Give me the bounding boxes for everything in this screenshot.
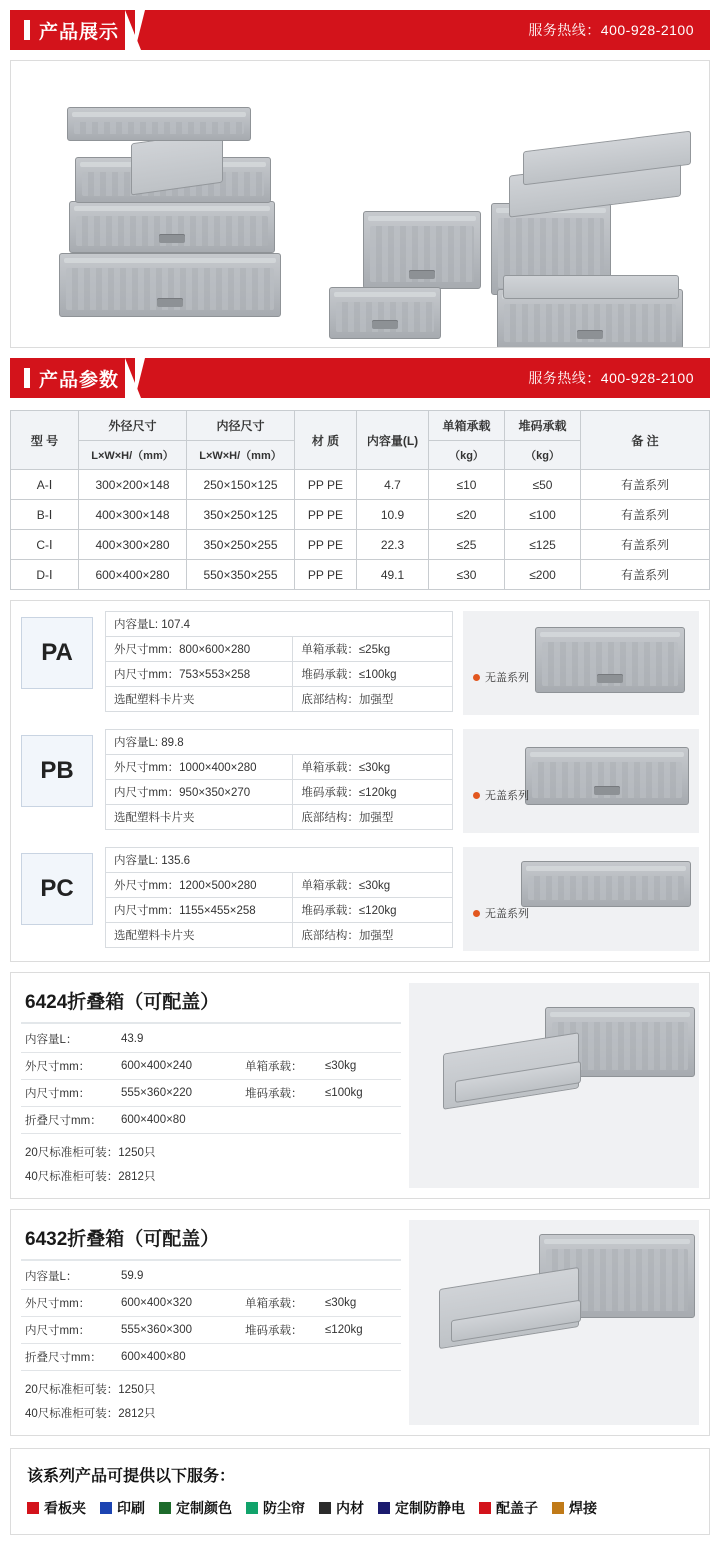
bullet-dot-icon xyxy=(473,792,480,799)
table-row xyxy=(106,805,453,830)
table-row xyxy=(11,530,710,560)
table-header-row xyxy=(11,411,710,441)
service-color-swatch-icon xyxy=(319,1502,331,1514)
service-label: 配盖子 xyxy=(496,1500,538,1516)
table-row xyxy=(106,637,453,662)
cell-single-load: 单箱承载：≤25kg xyxy=(293,637,453,662)
th-stack-load: 堆码承载 xyxy=(505,411,581,441)
cell-stack-load: ≤200 xyxy=(505,560,581,590)
table-row xyxy=(106,873,453,898)
cell-material: PP PE xyxy=(295,560,357,590)
param-table xyxy=(10,410,710,590)
cell-model: C-Ⅰ xyxy=(11,530,79,560)
cell-option: 选配塑料卡片夹 xyxy=(106,687,293,712)
cell-inner: 550×350×255 xyxy=(187,560,295,590)
table-row xyxy=(106,755,453,780)
th-single-load: 单箱承载 xyxy=(429,411,505,441)
table-row xyxy=(21,1053,401,1080)
value-stack-load: ≤100kg xyxy=(321,1080,401,1107)
table-row xyxy=(11,560,710,590)
cell-outer: 400×300×148 xyxy=(79,500,187,530)
cell-inner: 350×250×125 xyxy=(187,500,295,530)
label-empty xyxy=(241,1344,321,1371)
th-model: 型 号 xyxy=(11,411,79,470)
cell-remark: 有盖系列 xyxy=(581,560,710,590)
cell-outer: 400×300×280 xyxy=(79,530,187,560)
service-label: 定制防静电 xyxy=(395,1500,465,1516)
service-item-printing xyxy=(100,1498,145,1518)
cell-volume: 22.3 xyxy=(357,530,429,560)
spec-tag-label: 无盖系列 xyxy=(485,790,529,802)
showcase-banner xyxy=(10,10,710,50)
table-row xyxy=(11,470,710,500)
spec-code-pb: PB xyxy=(21,735,93,807)
th-outer: 外径尺寸 xyxy=(79,411,187,441)
cell-remark: 有盖系列 xyxy=(581,530,710,560)
cell-bottom-structure: 底部结构：加强型 xyxy=(293,805,453,830)
table-row xyxy=(11,500,710,530)
cell-stack-load: 堆码承载：≤100kg xyxy=(293,662,453,687)
value-folded-size: 600×400×80 xyxy=(117,1344,241,1371)
service-color-swatch-icon xyxy=(246,1502,258,1514)
th-material: 材 质 xyxy=(295,411,357,470)
table-row xyxy=(21,1107,401,1134)
folding-note-20ft: 20尺标准柜可装：1250只 xyxy=(25,1384,156,1396)
label-outer: 外尺寸mm： xyxy=(21,1053,117,1080)
label-stack-load: 堆码承载： xyxy=(241,1317,321,1344)
cell-model: B-Ⅰ xyxy=(11,500,79,530)
product-photo-panel xyxy=(10,60,710,348)
service-color-swatch-icon xyxy=(27,1502,39,1514)
cell-inner: 350×250×255 xyxy=(187,530,295,560)
cell-stack-load: ≤50 xyxy=(505,470,581,500)
cell-remark: 有盖系列 xyxy=(581,470,710,500)
spec-tag-pc xyxy=(473,905,529,921)
spec-row-pa xyxy=(21,611,699,715)
service-item-lid xyxy=(479,1498,538,1518)
folding-box-image-6432 xyxy=(409,1220,699,1425)
label-single-load: 单箱承载： xyxy=(241,1053,321,1080)
spec-tag-label: 无盖系列 xyxy=(485,908,529,920)
value-single-load: ≤30kg xyxy=(321,1053,401,1080)
spec-table-pb xyxy=(105,729,453,830)
cell-model: A-Ⅰ xyxy=(11,470,79,500)
service-item-welding xyxy=(552,1498,597,1518)
spec-image-pb xyxy=(463,729,699,833)
banner-accent-bar xyxy=(24,368,30,388)
spec-code-pa: PA xyxy=(21,617,93,689)
cell-material: PP PE xyxy=(295,500,357,530)
service-item-custom-color xyxy=(159,1498,232,1518)
params-hotline: 服务热线：400-928-2100 xyxy=(528,370,694,386)
table-row xyxy=(21,1263,401,1290)
th-inner-sub: L×W×H/（mm） xyxy=(187,441,295,470)
service-color-swatch-icon xyxy=(552,1502,564,1514)
service-item-antistatic xyxy=(378,1498,465,1518)
cell-stack-load: 堆码承载：≤120kg xyxy=(293,898,453,923)
spec-code-pc: PC xyxy=(21,853,93,925)
table-row xyxy=(106,730,453,755)
table-row xyxy=(106,923,453,948)
showcase-hotline: 服务热线：400-928-2100 xyxy=(528,22,694,38)
label-volume: 内容量L： xyxy=(21,1026,117,1053)
value-volume: 59.9 xyxy=(117,1263,241,1290)
label-volume: 内容量L： xyxy=(21,1263,117,1290)
service-label: 内材 xyxy=(336,1500,364,1516)
service-label: 防尘帘 xyxy=(263,1500,305,1516)
cell-single-load: 单箱承载：≤30kg xyxy=(293,873,453,898)
th-outer-sub: L×W×H/（mm） xyxy=(79,441,187,470)
label-single-load: 单箱承载： xyxy=(241,1290,321,1317)
product-photo-illustration xyxy=(11,61,709,347)
cell-outer: 300×200×148 xyxy=(79,470,187,500)
service-item-kanban-clip xyxy=(27,1498,86,1518)
cell-model: D-Ⅰ xyxy=(11,560,79,590)
spec-image-pc xyxy=(463,847,699,951)
table-row xyxy=(106,662,453,687)
service-label: 印刷 xyxy=(117,1500,145,1516)
banner-accent-bar xyxy=(24,20,30,40)
label-folded-size: 折叠尺寸mm： xyxy=(21,1344,117,1371)
spec-row-pc xyxy=(21,847,699,951)
label-folded-size: 折叠尺寸mm： xyxy=(21,1107,117,1134)
spec-panel xyxy=(10,600,710,962)
banner-tag xyxy=(10,365,119,392)
label-outer: 外尺寸mm： xyxy=(21,1290,117,1317)
params-banner xyxy=(10,358,710,398)
table-row xyxy=(21,1317,401,1344)
table-row xyxy=(106,687,453,712)
cell-single-load: ≤30 xyxy=(429,560,505,590)
th-remark: 备 注 xyxy=(581,411,710,470)
table-row xyxy=(21,1080,401,1107)
cell-outer: 外尺寸mm：1200×500×280 xyxy=(106,873,293,898)
value-empty xyxy=(321,1263,401,1290)
cell-remark: 有盖系列 xyxy=(581,500,710,530)
spec-row-pb xyxy=(21,729,699,833)
value-inner: 555×360×300 xyxy=(117,1317,241,1344)
table-row xyxy=(106,898,453,923)
th-stack-load-unit: （kg） xyxy=(505,441,581,470)
cell-outer: 外尺寸mm：800×600×280 xyxy=(106,637,293,662)
folding-note-40ft: 40尺标准柜可装：2812只 xyxy=(25,1171,156,1183)
cell-stack-load: 堆码承载：≤120kg xyxy=(293,780,453,805)
cell-bottom-structure: 底部结构：加强型 xyxy=(293,687,453,712)
table-row xyxy=(21,1026,401,1053)
services-list xyxy=(27,1498,693,1518)
bullet-dot-icon xyxy=(473,674,480,681)
service-label: 定制颜色 xyxy=(176,1500,232,1516)
th-single-load-unit: （kg） xyxy=(429,441,505,470)
value-volume: 43.9 xyxy=(117,1026,241,1053)
folding-box-panel-6424 xyxy=(10,972,710,1199)
folding-note-20ft: 20尺标准柜可装：1250只 xyxy=(25,1147,156,1159)
spec-image-pa xyxy=(463,611,699,715)
label-inner: 内尺寸mm： xyxy=(21,1317,117,1344)
folding-note-40ft: 40尺标准柜可装：2812只 xyxy=(25,1408,156,1420)
label-inner: 内尺寸mm： xyxy=(21,1080,117,1107)
label-stack-load: 堆码承载： xyxy=(241,1080,321,1107)
th-inner: 内径尺寸 xyxy=(187,411,295,441)
value-empty xyxy=(321,1026,401,1053)
cell-inner: 250×150×125 xyxy=(187,470,295,500)
service-label: 焊接 xyxy=(569,1500,597,1516)
folding-box-panel-6432 xyxy=(10,1209,710,1436)
value-outer: 600×400×320 xyxy=(117,1290,241,1317)
value-outer: 600×400×240 xyxy=(117,1053,241,1080)
cell-option: 选配塑料卡片夹 xyxy=(106,805,293,830)
param-table-head xyxy=(11,411,710,470)
cell-stack-load: ≤125 xyxy=(505,530,581,560)
folding-box-specs-6424 xyxy=(21,983,401,1188)
table-row xyxy=(106,612,453,637)
showcase-title: 产品展示 xyxy=(39,21,120,43)
spec-tag-pb xyxy=(473,787,529,803)
spec-table-pc xyxy=(105,847,453,948)
cell-material: PP PE xyxy=(295,530,357,560)
cell-option: 选配塑料卡片夹 xyxy=(106,923,293,948)
value-inner: 555×360×220 xyxy=(117,1080,241,1107)
cell-volume: 内容量L: 89.8 xyxy=(106,730,453,755)
cell-stack-load: ≤100 xyxy=(505,500,581,530)
service-item-inner-material xyxy=(319,1498,364,1518)
banner-tag xyxy=(10,17,119,44)
param-table-wrapper xyxy=(10,410,710,590)
service-color-swatch-icon xyxy=(479,1502,491,1514)
services-panel xyxy=(10,1448,710,1535)
folding-box-specs-6432 xyxy=(21,1220,401,1425)
label-empty xyxy=(241,1263,321,1290)
spec-tag-pa xyxy=(473,669,529,685)
service-color-swatch-icon xyxy=(100,1502,112,1514)
cell-single-load: ≤25 xyxy=(429,530,505,560)
service-color-swatch-icon xyxy=(378,1502,390,1514)
bullet-dot-icon xyxy=(473,910,480,917)
cell-volume: 49.1 xyxy=(357,560,429,590)
folding-box-title: 6432折叠箱（可配盖） xyxy=(21,1220,401,1261)
cell-bottom-structure: 底部结构：加强型 xyxy=(293,923,453,948)
cell-volume: 内容量L: 107.4 xyxy=(106,612,453,637)
table-row xyxy=(21,1344,401,1371)
spec-tag-label: 无盖系列 xyxy=(485,672,529,684)
folding-box-image-6424 xyxy=(409,983,699,1188)
value-stack-load: ≤120kg xyxy=(321,1317,401,1344)
cell-volume: 4.7 xyxy=(357,470,429,500)
cell-inner: 内尺寸mm：950×350×270 xyxy=(106,780,293,805)
service-color-swatch-icon xyxy=(159,1502,171,1514)
banner-slash2-icon xyxy=(135,10,145,50)
cell-volume: 内容量L: 135.6 xyxy=(106,848,453,873)
th-volume: 内容量(L) xyxy=(357,411,429,470)
cell-volume: 10.9 xyxy=(357,500,429,530)
cell-single-load: ≤20 xyxy=(429,500,505,530)
folding-box-title: 6424折叠箱（可配盖） xyxy=(21,983,401,1024)
service-item-dust-curtain xyxy=(246,1498,305,1518)
label-empty xyxy=(241,1026,321,1053)
value-empty xyxy=(321,1107,401,1134)
param-table-body xyxy=(11,470,710,590)
product-detail-page xyxy=(0,10,720,1555)
service-label: 看板夹 xyxy=(44,1500,86,1516)
params-title: 产品参数 xyxy=(39,369,120,391)
cell-outer: 600×400×280 xyxy=(79,560,187,590)
cell-material: PP PE xyxy=(295,470,357,500)
cell-single-load: ≤10 xyxy=(429,470,505,500)
cell-single-load: 单箱承载：≤30kg xyxy=(293,755,453,780)
cell-inner: 内尺寸mm：1155×455×258 xyxy=(106,898,293,923)
value-folded-size: 600×400×80 xyxy=(117,1107,241,1134)
cell-outer: 外尺寸mm：1000×400×280 xyxy=(106,755,293,780)
spec-table-pa xyxy=(105,611,453,712)
value-single-load: ≤30kg xyxy=(321,1290,401,1317)
table-row xyxy=(106,848,453,873)
table-row xyxy=(21,1290,401,1317)
value-empty xyxy=(321,1344,401,1371)
table-row xyxy=(106,780,453,805)
banner-slash2-icon xyxy=(135,358,145,398)
label-empty xyxy=(241,1107,321,1134)
cell-inner: 内尺寸mm：753×553×258 xyxy=(106,662,293,687)
services-title: 该系列产品可提供以下服务： xyxy=(27,1468,236,1485)
